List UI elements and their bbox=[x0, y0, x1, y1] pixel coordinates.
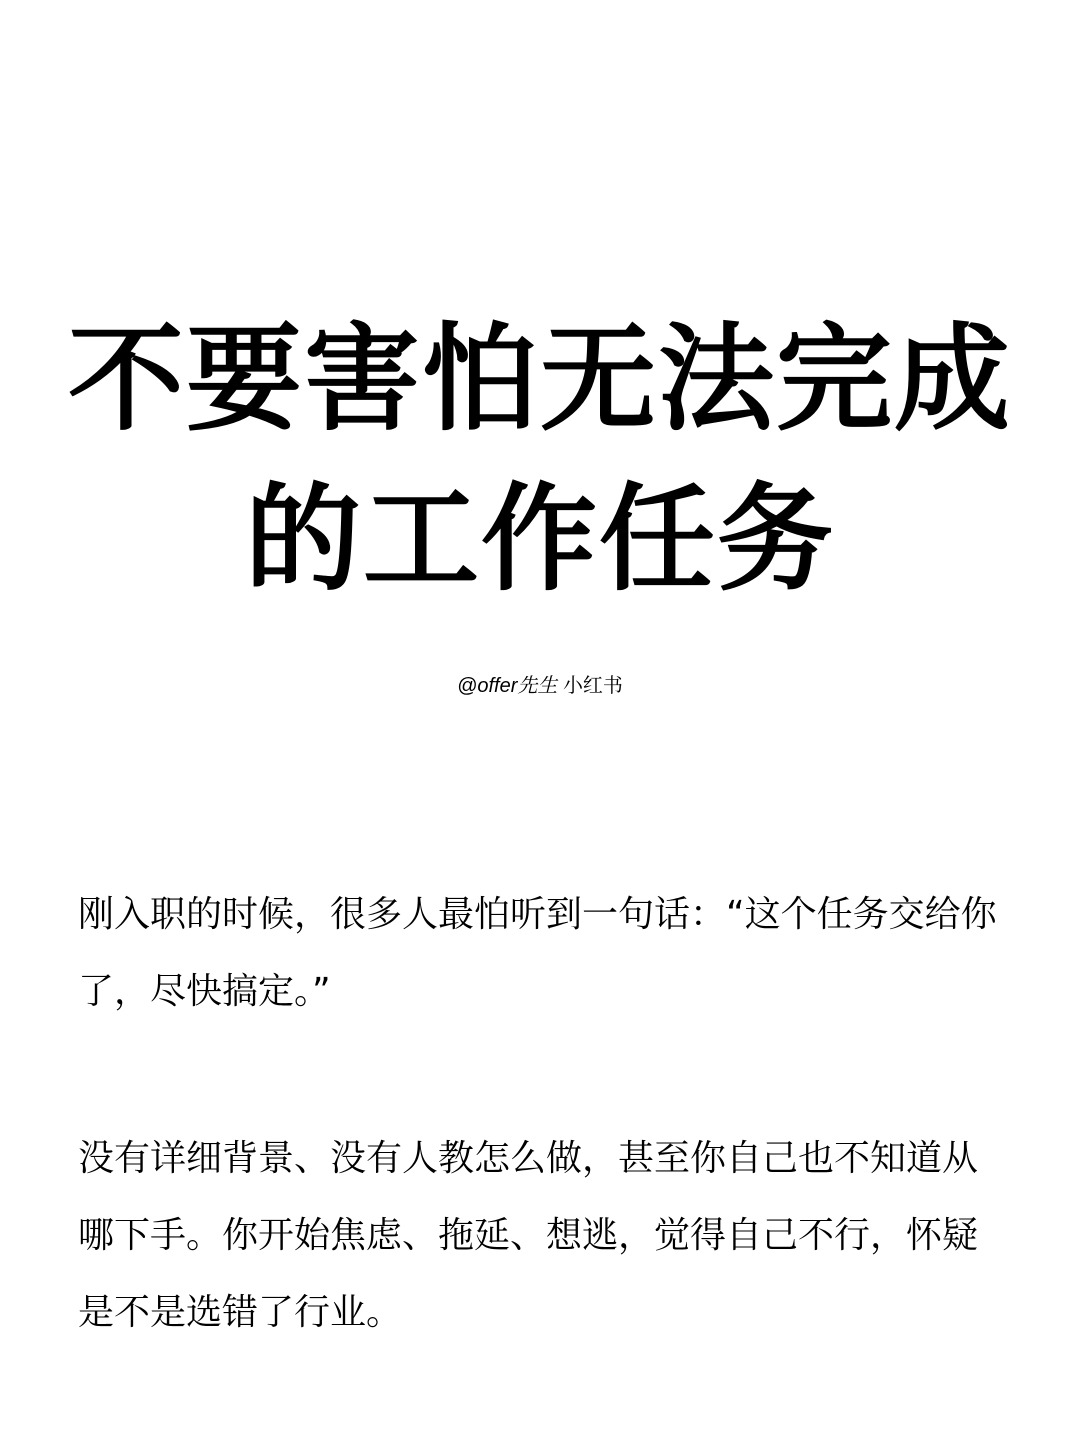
author-handle: @offer先生 bbox=[457, 675, 558, 697]
paragraph-2-line-1: 没有详细背景、没有人教怎么做，甚至你自己也不知道从 bbox=[78, 1138, 979, 1179]
page-title bbox=[0, 300, 1080, 620]
paragraph-2-line-2: 哪下手。你开始焦虑、拖延、想逃，觉得自己不行，怀疑 bbox=[78, 1215, 979, 1256]
author-byline bbox=[0, 668, 1080, 704]
platform-name: 小红书 bbox=[562, 675, 623, 697]
paragraph-2 bbox=[78, 1120, 1002, 1351]
paragraph-1-line-2: 了，尽快搞定。” bbox=[78, 971, 331, 1012]
title-line-1: 不要害怕无法完成 bbox=[68, 312, 1012, 447]
title-line-2: 的工作任务 bbox=[245, 472, 835, 607]
paragraph-2-line-3: 是不是选错了行业。 bbox=[78, 1292, 403, 1333]
paragraph-1-line-1: 刚入职的时候，很多人最怕听到一句话：“这个任务交给你 bbox=[78, 894, 997, 935]
paragraph-1 bbox=[78, 876, 1002, 1030]
